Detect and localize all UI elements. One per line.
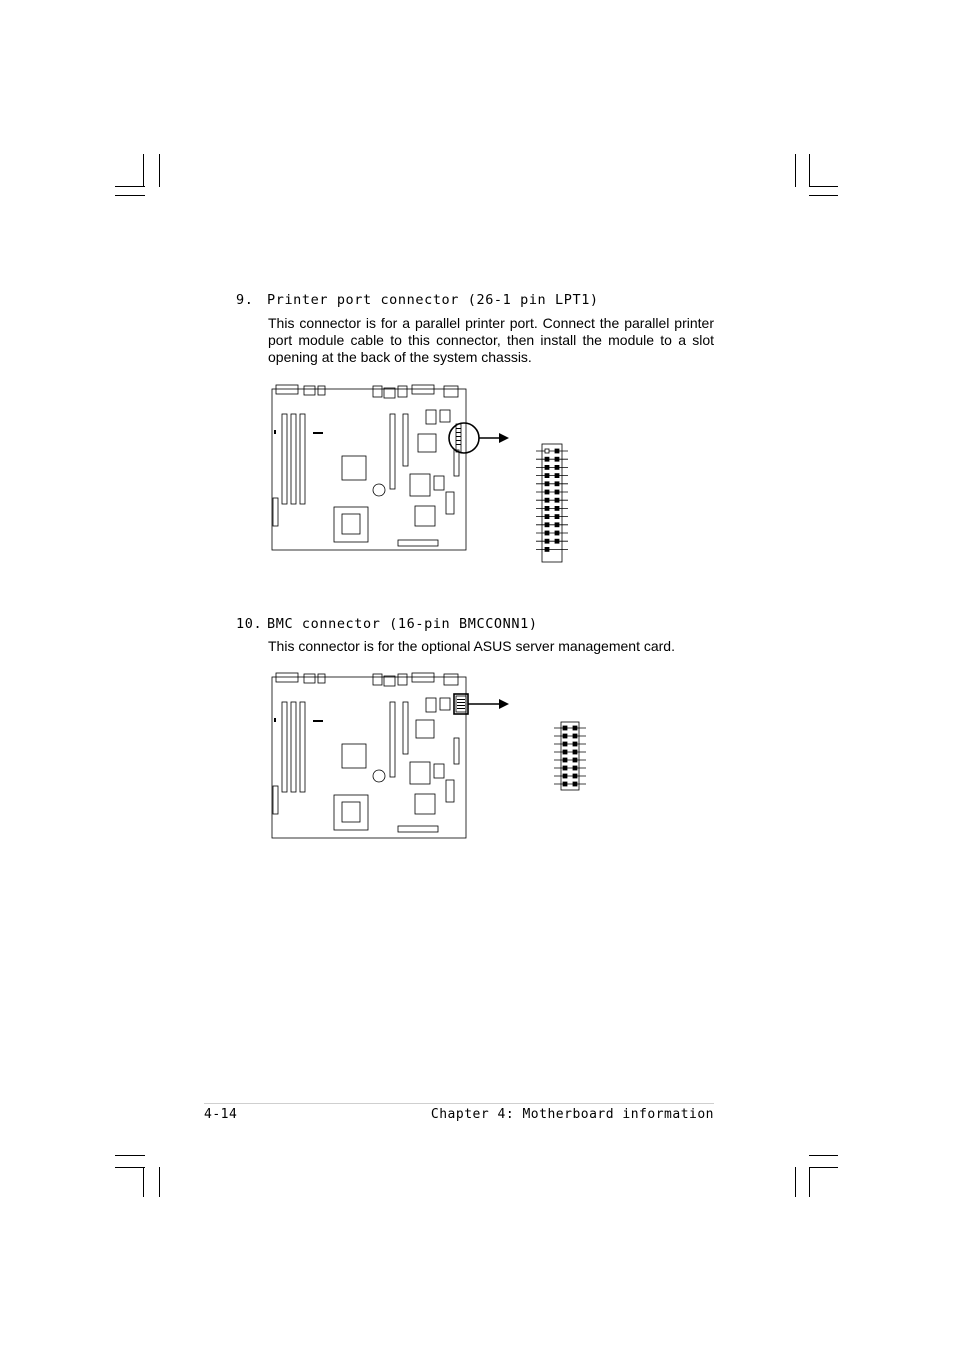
bmc-pinout-diagram <box>554 722 586 790</box>
footer-rule <box>204 1103 714 1104</box>
dimm-slot <box>291 414 296 504</box>
section-title: Printer port connector (26-1 pin LPT1) <box>267 292 599 308</box>
section-body-lpt: This connector is for a parallel printer port. Connect the parallel printer port module cable to this connector, then install the module to a slot opening at the back of the system chassis. <box>268 315 714 365</box>
bmc-connector-figure <box>268 668 598 843</box>
page-number: 4-14 <box>204 1107 238 1122</box>
dimm-slot <box>282 414 287 504</box>
section-body-bmc: This connector is for the optional ASUS server management card. <box>268 638 675 654</box>
pci-slot <box>403 414 408 466</box>
motherboard-outline <box>272 389 466 550</box>
dimm-slot <box>291 702 296 792</box>
highlight-circle <box>449 423 479 453</box>
section-number: 10. <box>236 616 263 632</box>
section-number: 9. <box>236 292 254 308</box>
pci-slot <box>390 702 395 777</box>
dimm-slot <box>282 702 287 792</box>
cpu-socket <box>334 795 368 830</box>
lpt-pinout-diagram <box>536 444 568 562</box>
chipset-block <box>342 456 366 480</box>
lpt-connector-figure <box>268 380 578 565</box>
cpu-socket <box>334 507 368 542</box>
dimm-slot <box>300 702 305 792</box>
section-heading-lpt <box>236 292 599 308</box>
pci-slot <box>390 414 395 489</box>
bmc-header <box>456 696 466 712</box>
section-title: BMC connector (16-pin BMCCONN1) <box>267 616 538 632</box>
pci-slot <box>403 702 408 754</box>
dimm-slot <box>300 414 305 504</box>
chapter-title: Chapter 4: Motherboard information <box>430 1107 714 1122</box>
section-heading-bmc <box>236 616 538 632</box>
motherboard-outline <box>272 677 466 838</box>
chipset-block <box>342 744 366 768</box>
